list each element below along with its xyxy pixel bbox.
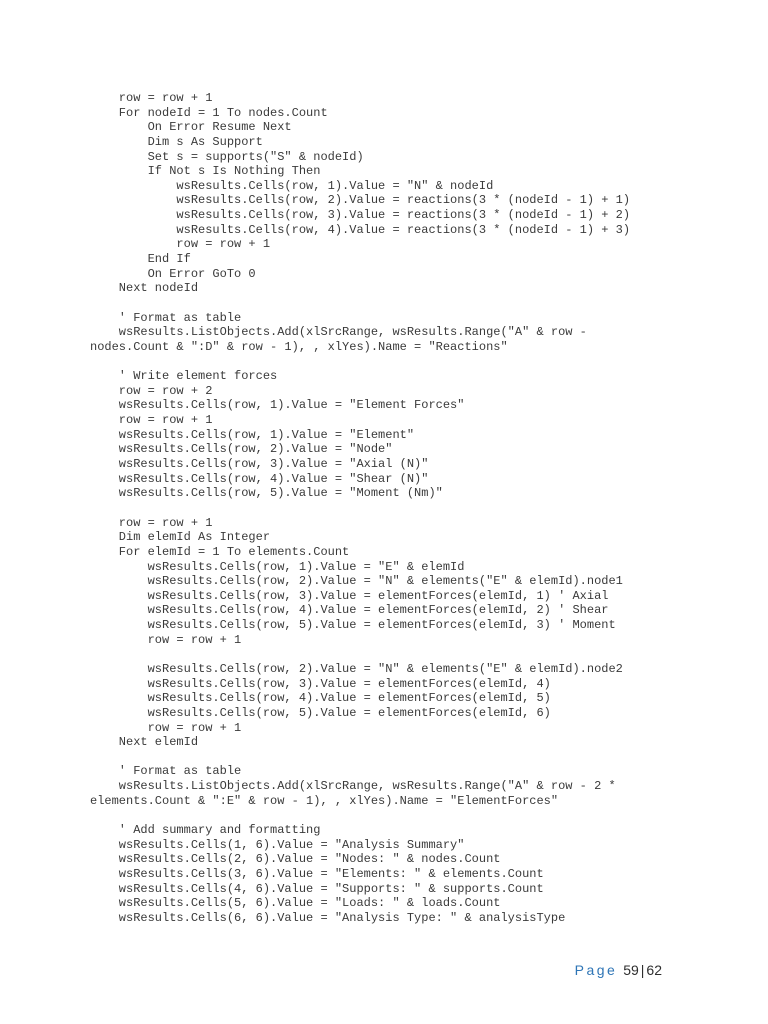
code-line: [90, 647, 750, 662]
code-line: wsResults.Cells(row, 5).Value = "Moment (Nm)": [90, 486, 443, 501]
code-line: wsResults.Cells(row, 2).Value = "Node": [90, 442, 393, 457]
code-line: [90, 355, 750, 370]
code-line: ' Add summary and formatting: [90, 823, 321, 838]
page-label: Page: [574, 962, 618, 978]
code-line: [90, 808, 750, 823]
code-line: End If: [90, 252, 191, 267]
code-line: wsResults.Cells(2, 6).Value = "Nodes: " & nodes.Count: [90, 852, 501, 867]
page-separator: |: [640, 962, 645, 978]
code-line: ' Format as table: [90, 310, 242, 325]
code-line: On Error GoTo 0: [90, 266, 256, 281]
code-line: wsResults.Cells(row, 3).Value = elementForces(elemId, 4): [90, 676, 551, 691]
code-line: wsResults.Cells(row, 2).Value = "N" & elements("E" & elemId).node2: [90, 661, 623, 676]
code-line: nodes.Count & ":D" & row - 1), , xlYes).Name = "Reactions": [90, 339, 508, 354]
code-line: For nodeId = 1 To nodes.Count: [90, 105, 328, 120]
code-line: [90, 296, 750, 311]
page-footer: [575, 962, 662, 978]
code-line: wsResults.Cells(row, 5).Value = elementForces(elemId, 6): [90, 705, 551, 720]
code-line: For elemId = 1 To elements.Count: [90, 544, 350, 559]
code-line: If Not s Is Nothing Then: [90, 164, 321, 179]
code-line: wsResults.Cells(3, 6).Value = "Elements: " & elements.Count: [90, 866, 544, 881]
code-line: elements.Count & ":E" & row - 1), , xlYes).Name = "ElementForces": [90, 793, 559, 808]
code-line: wsResults.Cells(5, 6).Value = "Loads: " & loads.Count: [90, 896, 501, 911]
code-line: row = row + 1: [90, 515, 213, 530]
code-line: wsResults.ListObjects.Add(xlSrcRange, wsResults.Range("A" & row -: [90, 325, 587, 340]
code-line: row = row + 1: [90, 91, 213, 105]
code-line: row = row + 2: [90, 383, 213, 398]
code-line: wsResults.Cells(row, 4).Value = elementForces(elemId, 5): [90, 691, 551, 706]
page-number: 59: [623, 962, 639, 978]
code-line: row = row + 1: [90, 237, 271, 252]
code-line: [90, 750, 750, 765]
code-line: ' Format as table: [90, 764, 242, 779]
code-line: wsResults.Cells(1, 6).Value = "Analysis Summary": [90, 837, 465, 852]
code-line: wsResults.Cells(row, 3).Value = reactions(3 * (nodeId - 1) + 2): [90, 208, 631, 223]
code-line: wsResults.Cells(6, 6).Value = "Analysis Type: " & analysisType: [90, 910, 566, 925]
code-line: wsResults.Cells(4, 6).Value = "Supports: " & supports.Count: [90, 881, 544, 896]
code-line: [90, 501, 750, 516]
code-line: wsResults.Cells(row, 5).Value = elementForces(elemId, 3) ' Moment: [90, 618, 616, 633]
code-line: Set s = supports("S" & nodeId): [90, 149, 364, 164]
code-line: row = row + 1: [90, 720, 242, 735]
code-line: Dim elemId As Integer: [90, 530, 271, 545]
code-line: wsResults.Cells(row, 4).Value = elementForces(elemId, 2) ' Shear: [90, 603, 609, 618]
code-line: wsResults.ListObjects.Add(xlSrcRange, wsResults.Range("A" & row - 2 *: [90, 779, 616, 794]
code-line: wsResults.Cells(row, 2).Value = reactions(3 * (nodeId - 1) + 1): [90, 193, 631, 208]
code-line: wsResults.Cells(row, 1).Value = "Element Forces": [90, 398, 465, 413]
code-line: row = row + 1: [90, 632, 242, 647]
code-line: wsResults.Cells(row, 3).Value = elementForces(elemId, 1) ' Axial: [90, 588, 609, 603]
code-line: wsResults.Cells(row, 2).Value = "N" & elements("E" & elemId).node1: [90, 574, 623, 589]
code-line: wsResults.Cells(row, 4).Value = reactions(3 * (nodeId - 1) + 3): [90, 222, 631, 237]
code-block: [90, 91, 750, 926]
code-line: wsResults.Cells(row, 4).Value = "Shear (N)": [90, 471, 429, 486]
code-line: wsResults.Cells(row, 1).Value = "E" & elemId: [90, 559, 465, 574]
code-line: wsResults.Cells(row, 1).Value = "Element": [90, 427, 415, 442]
code-line: Next elemId: [90, 735, 199, 750]
code-line: ' Write element forces: [90, 369, 278, 384]
total-pages: 62: [646, 962, 662, 978]
code-line: Dim s As Support: [90, 134, 263, 149]
code-line: row = row + 1: [90, 413, 213, 428]
code-line: Next nodeId: [90, 281, 199, 296]
code-line: On Error Resume Next: [90, 120, 292, 135]
code-line: wsResults.Cells(row, 1).Value = "N" & nodeId: [90, 178, 494, 193]
code-line: wsResults.Cells(row, 3).Value = "Axial (N)": [90, 457, 429, 472]
